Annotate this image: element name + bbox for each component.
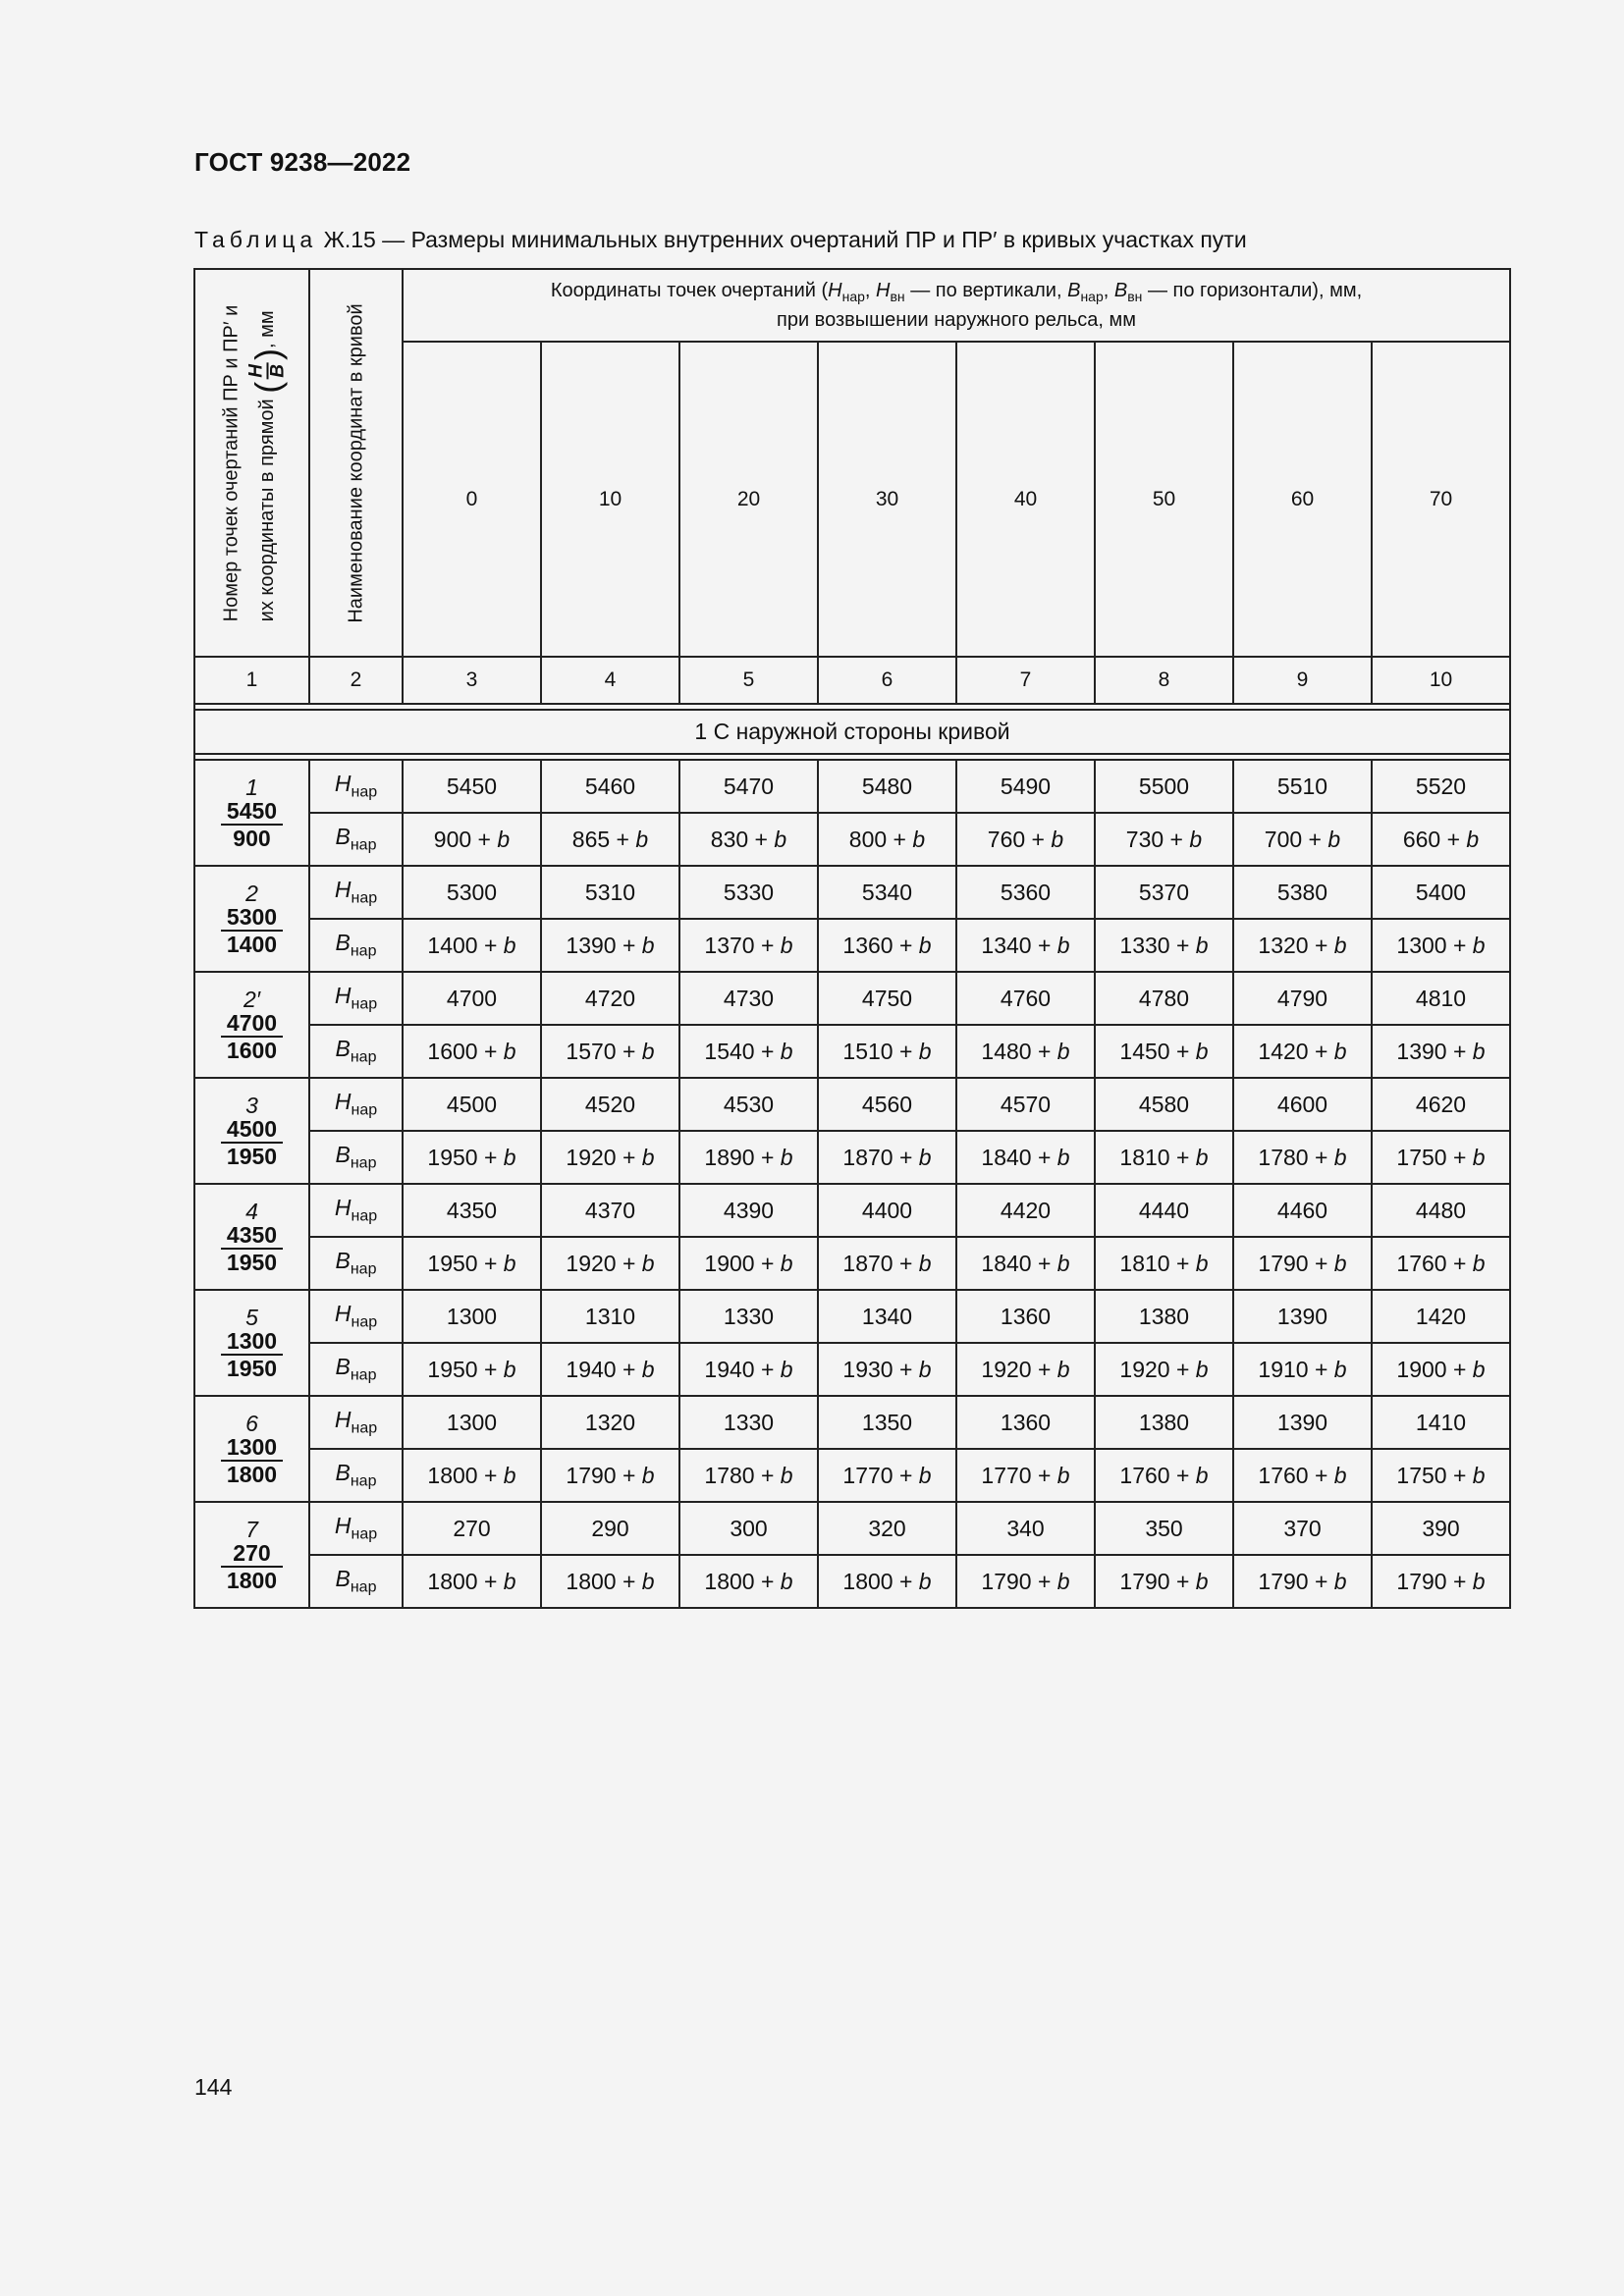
h-value: 4700 <box>403 972 541 1025</box>
h-value: 1380 <box>1095 1396 1233 1449</box>
h-value: 5510 <box>1233 760 1372 813</box>
point-cell <box>194 1290 309 1396</box>
b-value: 700 + b <box>1233 813 1372 866</box>
h-value: 4790 <box>1233 972 1372 1025</box>
b-value: 1790 + b <box>1233 1555 1372 1608</box>
b-value: 1930 + b <box>818 1343 956 1396</box>
h-value: 1360 <box>956 1396 1095 1449</box>
caption-prefix: Таблица <box>194 227 318 252</box>
coord-name-b: $B_{нар}$ <box>309 1555 403 1608</box>
point-coordinates <box>221 1541 283 1592</box>
h-value: 1360 <box>956 1290 1095 1343</box>
h-value: 300 <box>679 1502 818 1555</box>
b-value: 1810 + b <box>1095 1131 1233 1184</box>
coord-header-line1: Координаты точек очертаний ($H_{нар}$, $H_{вн}$ — по вертикали, $B_{нар}$, $B_{вн}$ — по горизонтали), мм, <box>550 280 1363 304</box>
column-number: 5 <box>679 657 818 704</box>
b-value: 1800 + b <box>818 1555 956 1608</box>
b-value: 1400 + b <box>403 919 541 972</box>
h-value: 4420 <box>956 1184 1095 1237</box>
b-value: 1780 + b <box>679 1449 818 1502</box>
h-value: 5500 <box>1095 760 1233 813</box>
point-b: 1800 <box>226 1568 278 1593</box>
coord-name-h: $H_{нар}$ <box>309 1396 403 1449</box>
h-value: 4570 <box>956 1078 1095 1131</box>
b-value: 1800 + b <box>541 1555 679 1608</box>
b-value: 1510 + b <box>818 1025 956 1078</box>
coord-name-h: $H_{нар}$ <box>309 1502 403 1555</box>
h-value: 320 <box>818 1502 956 1555</box>
h-value: 5460 <box>541 760 679 813</box>
h-value: 1300 <box>403 1396 541 1449</box>
b-value: 1480 + b <box>956 1025 1095 1078</box>
h-value: 1300 <box>403 1290 541 1343</box>
h-value: 1390 <box>1233 1290 1372 1343</box>
h-value: 4460 <box>1233 1184 1372 1237</box>
b-value: 1900 + b <box>1372 1343 1510 1396</box>
point-number: 3 <box>245 1093 258 1118</box>
h-value: 4720 <box>541 972 679 1025</box>
b-value: 760 + b <box>956 813 1095 866</box>
b-value: 1570 + b <box>541 1025 679 1078</box>
point-coordinates <box>221 1329 283 1380</box>
elevation-0: 0 <box>403 342 541 657</box>
h-value: 1390 <box>1233 1396 1372 1449</box>
h-value: 5400 <box>1372 866 1510 919</box>
header-coordinates <box>403 269 1510 342</box>
point-h: 4500 <box>221 1117 283 1144</box>
b-value: 1950 + b <box>403 1343 541 1396</box>
b-value: 1940 + b <box>541 1343 679 1396</box>
b-value: 1760 + b <box>1372 1237 1510 1290</box>
h-value: 4500 <box>403 1078 541 1131</box>
b-value: 1800 + b <box>403 1449 541 1502</box>
point-b: 1400 <box>226 932 278 957</box>
point-cell <box>194 1184 309 1290</box>
column-number: 4 <box>541 657 679 704</box>
b-value: 1330 + b <box>1095 919 1233 972</box>
h-value: 1340 <box>818 1290 956 1343</box>
point-coordinates <box>221 1011 283 1062</box>
b-value: 1370 + b <box>679 919 818 972</box>
column-number: 6 <box>818 657 956 704</box>
b-value: 1340 + b <box>956 919 1095 972</box>
table-row <box>194 972 1510 1025</box>
b-value: 1320 + b <box>1233 919 1372 972</box>
b-value: 1390 + b <box>541 919 679 972</box>
b-value: 1450 + b <box>1095 1025 1233 1078</box>
header-point-line2: их координаты в прямой ( H B ), мм <box>245 309 288 621</box>
b-value: 1770 + b <box>818 1449 956 1502</box>
section-row <box>194 710 1510 754</box>
point-coordinates <box>221 799 283 850</box>
b-value: 800 + b <box>818 813 956 866</box>
h-value: 4480 <box>1372 1184 1510 1237</box>
b-value: 1760 + b <box>1095 1449 1233 1502</box>
point-h: 5300 <box>221 905 283 932</box>
b-value: 1840 + b <box>956 1131 1095 1184</box>
b-value: 1900 + b <box>679 1237 818 1290</box>
table-row <box>194 1502 1510 1555</box>
h-value: 4520 <box>541 1078 679 1131</box>
h-value: 5470 <box>679 760 818 813</box>
b-value: 1920 + b <box>541 1131 679 1184</box>
b-value: 1870 + b <box>818 1131 956 1184</box>
point-h: 4700 <box>221 1011 283 1038</box>
table-row <box>194 1449 1510 1502</box>
h-value: 4370 <box>541 1184 679 1237</box>
point-cell <box>194 1396 309 1502</box>
header-coordinate-name: Наименование координат в кривой <box>309 269 403 657</box>
column-number-row <box>194 657 1510 704</box>
b-value: 1920 + b <box>1095 1343 1233 1396</box>
b-value: 1910 + b <box>1233 1343 1372 1396</box>
table-row <box>194 760 1510 813</box>
column-number: 3 <box>403 657 541 704</box>
h-value: 4760 <box>956 972 1095 1025</box>
h-value: 5520 <box>1372 760 1510 813</box>
b-value: 1760 + b <box>1233 1449 1372 1502</box>
point-number: 1 <box>245 774 258 800</box>
h-value: 5370 <box>1095 866 1233 919</box>
b-value: 1300 + b <box>1372 919 1510 972</box>
b-value: 1940 + b <box>679 1343 818 1396</box>
coord-name-b: $B_{нар}$ <box>309 1237 403 1290</box>
b-value: 1950 + b <box>403 1237 541 1290</box>
table-row <box>194 1078 1510 1131</box>
elevation-40: 40 <box>956 342 1095 657</box>
b-value: 1360 + b <box>818 919 956 972</box>
table-row <box>194 1555 1510 1608</box>
point-h: 5450 <box>221 799 283 826</box>
h-value: 290 <box>541 1502 679 1555</box>
table-row <box>194 1184 1510 1237</box>
h-value: 370 <box>1233 1502 1372 1555</box>
b-value: 865 + b <box>541 813 679 866</box>
h-value: 5360 <box>956 866 1095 919</box>
h-value: 4620 <box>1372 1078 1510 1131</box>
b-value: 1800 + b <box>403 1555 541 1608</box>
header-frac-den: B <box>267 363 288 378</box>
h-value: 5340 <box>818 866 956 919</box>
b-value: 1390 + b <box>1372 1025 1510 1078</box>
h-value: 4530 <box>679 1078 818 1131</box>
point-b: 1800 <box>226 1462 278 1487</box>
h-value: 5480 <box>818 760 956 813</box>
h-value: 4400 <box>818 1184 956 1237</box>
elevation-30: 30 <box>818 342 956 657</box>
page-number: 144 <box>194 2074 233 2100</box>
h-value: 350 <box>1095 1502 1233 1555</box>
coord-name-h: $H_{нар}$ <box>309 866 403 919</box>
h-value: 390 <box>1372 1502 1510 1555</box>
point-h: 1300 <box>221 1329 283 1356</box>
h-value: 4580 <box>1095 1078 1233 1131</box>
h-value: 1330 <box>679 1396 818 1449</box>
coord-name-h: $H_{нар}$ <box>309 1078 403 1131</box>
h-value: 5380 <box>1233 866 1372 919</box>
table-row <box>194 1290 1510 1343</box>
point-b: 1950 <box>226 1250 278 1275</box>
h-value: 1310 <box>541 1290 679 1343</box>
point-h: 1300 <box>221 1435 283 1462</box>
elevation-10: 10 <box>541 342 679 657</box>
b-value: 1750 + b <box>1372 1449 1510 1502</box>
elevation-20: 20 <box>679 342 818 657</box>
table-row <box>194 866 1510 919</box>
b-value: 1770 + b <box>956 1449 1095 1502</box>
point-number: 6 <box>245 1411 258 1436</box>
point-b: 900 <box>233 826 271 851</box>
point-coordinates <box>221 1223 283 1274</box>
point-b: 1950 <box>226 1144 278 1169</box>
table-row <box>194 1237 1510 1290</box>
point-cell <box>194 866 309 972</box>
coord-name-h: $H_{нар}$ <box>309 1184 403 1237</box>
h-value: 1320 <box>541 1396 679 1449</box>
point-number: 7 <box>245 1517 258 1542</box>
point-coordinates <box>221 1117 283 1168</box>
h-value: 4780 <box>1095 972 1233 1025</box>
h-value: 5300 <box>403 866 541 919</box>
header-frac-num: H <box>245 363 266 378</box>
b-value: 1920 + b <box>956 1343 1095 1396</box>
table-caption <box>194 227 1247 253</box>
b-value: 1780 + b <box>1233 1131 1372 1184</box>
table-row <box>194 1343 1510 1396</box>
point-cell <box>194 1502 309 1608</box>
h-value: 4600 <box>1233 1078 1372 1131</box>
coord-name-b: $B_{нар}$ <box>309 1131 403 1184</box>
elevation-50: 50 <box>1095 342 1233 657</box>
b-value: 730 + b <box>1095 813 1233 866</box>
point-cell <box>194 760 309 866</box>
coord-name-h: $H_{нар}$ <box>309 760 403 813</box>
table-row <box>194 1396 1510 1449</box>
b-value: 1790 + b <box>541 1449 679 1502</box>
table-row <box>194 813 1510 866</box>
coord-name-b: $B_{нар}$ <box>309 1025 403 1078</box>
b-value: 1920 + b <box>541 1237 679 1290</box>
h-value: 5450 <box>403 760 541 813</box>
coord-name-b: $B_{нар}$ <box>309 1449 403 1502</box>
header-point-number <box>194 269 309 657</box>
point-b: 1950 <box>226 1356 278 1381</box>
column-number: 2 <box>309 657 403 704</box>
elevation-60: 60 <box>1233 342 1372 657</box>
h-value: 4440 <box>1095 1184 1233 1237</box>
h-value: 4750 <box>818 972 956 1025</box>
document-code: ГОСТ 9238—2022 <box>194 147 411 177</box>
h-value: 4810 <box>1372 972 1510 1025</box>
h-value: 340 <box>956 1502 1095 1555</box>
h-value: 1330 <box>679 1290 818 1343</box>
point-number: 4 <box>245 1199 258 1224</box>
b-value: 1790 + b <box>1372 1555 1510 1608</box>
h-value: 5310 <box>541 866 679 919</box>
point-number: 2 <box>245 881 258 906</box>
point-cell <box>194 972 309 1078</box>
b-value: 1750 + b <box>1372 1131 1510 1184</box>
dimensions-table <box>193 268 1511 1609</box>
b-value: 1800 + b <box>679 1555 818 1608</box>
h-value: 1350 <box>818 1396 956 1449</box>
b-value: 1420 + b <box>1233 1025 1372 1078</box>
table-row <box>194 1025 1510 1078</box>
b-value: 900 + b <box>403 813 541 866</box>
column-number: 8 <box>1095 657 1233 704</box>
h-value: 4390 <box>679 1184 818 1237</box>
h-value: 1410 <box>1372 1396 1510 1449</box>
column-number: 7 <box>956 657 1095 704</box>
h-value: 4560 <box>818 1078 956 1131</box>
point-coordinates <box>221 1435 283 1486</box>
b-value: 660 + b <box>1372 813 1510 866</box>
b-value: 1790 + b <box>1095 1555 1233 1608</box>
point-cell <box>194 1078 309 1184</box>
coord-name-h: $H_{нар}$ <box>309 1290 403 1343</box>
coord-header-line2: при возвышении наружного рельса, мм <box>776 309 1137 331</box>
b-value: 1950 + b <box>403 1131 541 1184</box>
h-value: 4730 <box>679 972 818 1025</box>
section-title: 1 С наружной стороны кривой <box>194 710 1510 754</box>
h-value: 1420 <box>1372 1290 1510 1343</box>
b-value: 1540 + b <box>679 1025 818 1078</box>
table-row <box>194 919 1510 972</box>
b-value: 1790 + b <box>1233 1237 1372 1290</box>
point-coordinates <box>221 905 283 956</box>
caption-text: Ж.15 — Размеры минимальных внутренних очертаний ПР и ПР′ в кривых участках пути <box>323 227 1247 252</box>
h-value: 5330 <box>679 866 818 919</box>
b-value: 1870 + b <box>818 1237 956 1290</box>
table-row <box>194 1131 1510 1184</box>
b-value: 830 + b <box>679 813 818 866</box>
coord-name-h: $H_{нар}$ <box>309 972 403 1025</box>
coord-name-b: $B_{нар}$ <box>309 919 403 972</box>
b-value: 1840 + b <box>956 1237 1095 1290</box>
column-number: 10 <box>1372 657 1510 704</box>
header-unit: , мм <box>255 309 278 348</box>
h-value: 4350 <box>403 1184 541 1237</box>
coord-name-b: $B_{нар}$ <box>309 813 403 866</box>
coord-name-b: $B_{нар}$ <box>309 1343 403 1396</box>
header-point-line1: Номер точек очертаний ПР и ПР′ и <box>220 304 242 621</box>
point-h: 4350 <box>221 1223 283 1250</box>
column-number: 9 <box>1233 657 1372 704</box>
point-b: 1600 <box>226 1038 278 1063</box>
point-number: 2′ <box>243 987 261 1012</box>
b-value: 1890 + b <box>679 1131 818 1184</box>
point-number: 5 <box>245 1305 258 1330</box>
h-value: 1380 <box>1095 1290 1233 1343</box>
b-value: 1600 + b <box>403 1025 541 1078</box>
elevation-70: 70 <box>1372 342 1510 657</box>
b-value: 1810 + b <box>1095 1237 1233 1290</box>
column-number: 1 <box>194 657 309 704</box>
h-value: 270 <box>403 1502 541 1555</box>
point-h: 270 <box>221 1541 283 1568</box>
b-value: 1790 + b <box>956 1555 1095 1608</box>
h-value: 5490 <box>956 760 1095 813</box>
